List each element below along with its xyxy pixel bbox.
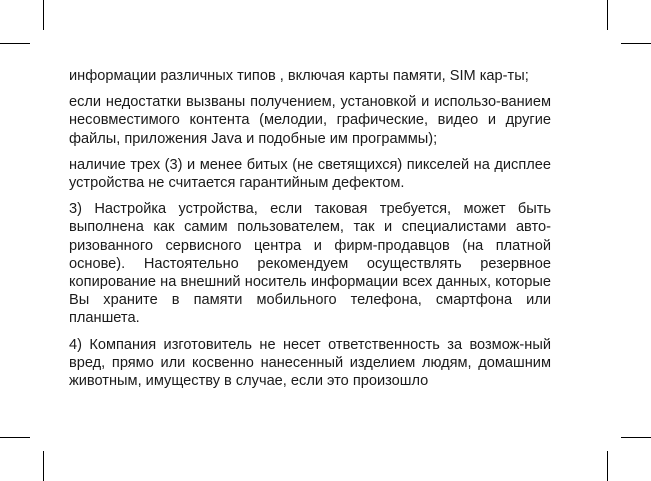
paragraph-device-setup: 3) Настройка устройства, если таковая требуется, может быть выполнена как самим пользователем, так и специалистами авто-ризованного сервисного центра и фирм-продавцов (на платной основе). Настоятельно рекомендуем осуществлять резервное копирование на внешний носитель информации всех данных, которые Вы храните в памяти мобильного телефона, смартфона или планшета. xyxy=(69,201,551,327)
crop-mark-top-right-horizontal xyxy=(621,43,651,44)
crop-mark-top-left-vertical xyxy=(43,0,44,30)
crop-mark-bottom-left-vertical xyxy=(43,451,44,481)
paragraph-manufacturer-liability: 4) Компания изготовитель не несет ответственность за возмож-ный вред, прямо или косвенно нанесенный изделием людям, домашним животным, имуществу в случае, если это произошло xyxy=(69,336,551,390)
paragraph-dead-pixels: наличие трех (3) и менее битых (не светящихся) пикселей на дисплее устройства не считается гарантийным дефектом. xyxy=(69,156,551,192)
crop-mark-bottom-right-horizontal xyxy=(621,437,651,438)
document-body xyxy=(69,67,551,398)
paragraph-memory-cards: информации различных типов , включая карты памяти, SIM кар-ты; xyxy=(69,68,529,84)
crop-mark-top-left-horizontal xyxy=(0,43,30,44)
crop-mark-bottom-left-horizontal xyxy=(0,437,30,438)
crop-mark-top-right-vertical xyxy=(607,0,608,30)
crop-mark-bottom-right-vertical xyxy=(607,451,608,481)
paragraph-incompatible-content: если недостатки вызваны получением, установкой и использо-ванием несовместимого контента (мелодии, графические, видео и другие файлы, приложения Java и подобные им программы); xyxy=(69,94,551,147)
